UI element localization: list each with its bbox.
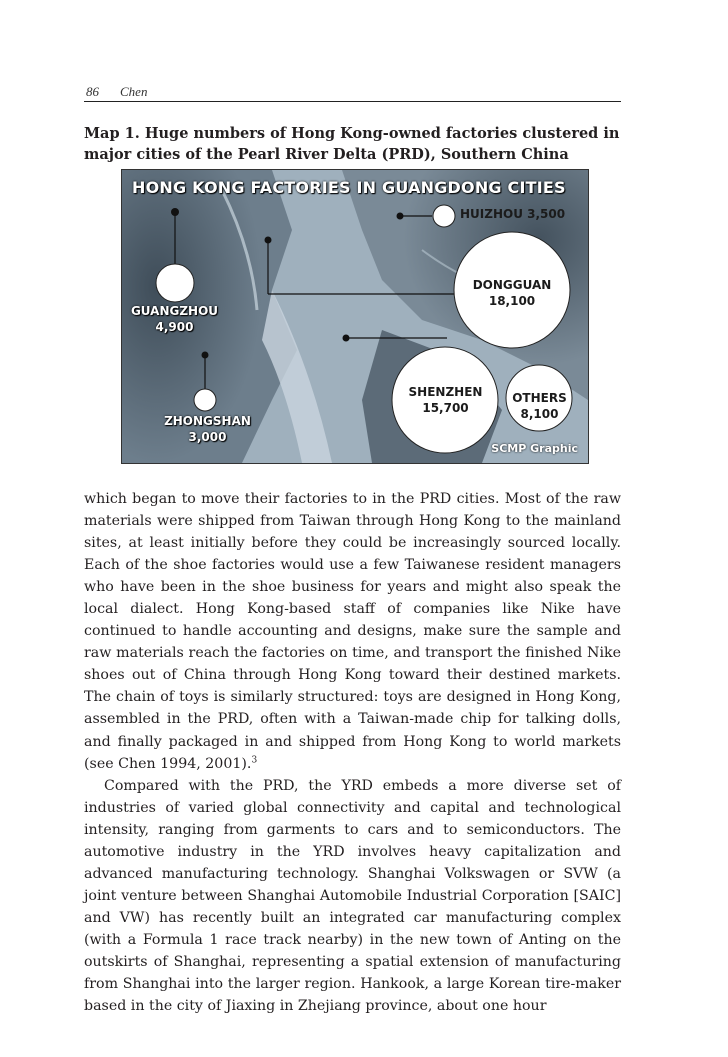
paragraph: Compared with the PRD, the YRD embeds a more diverse set of industries of varied global connectivity and capital and technological intensity, ranging from garments to cars and to semiconductors. The automotive industry in the YRD involves heavy capitalization and advanced manufacturing technology. Shanghai Volkswagen or SVW (a joint venture between Shanghai Automobile Industrial Corporation [SAIC] and VW) has recently built an integrated car manufacturing complex (with a Formula 1 race track nearby) in the new town of Anting on the outskirts of Shanghai, representing a spatial extension of manufacturing from Shanghai into the larger region. Hankook, a large Korean tire-maker based in the city of Jiaxing in Zhejiang province, about one hour — [84, 777, 621, 1015]
city-label-huizhou: HUIZHOU 3,500 — [460, 207, 566, 221]
city-label-dongguan: DONGGUAN 18,100 — [472, 278, 552, 308]
guangzhou-marker — [171, 208, 179, 216]
city-label-shenzhen: SHENZHEN 15,700 — [408, 385, 483, 415]
map-title: HONG KONG FACTORIES IN GUANGDONG CITIES — [132, 178, 566, 197]
running-head-author: Chen — [120, 84, 148, 99]
map-credit: SCMP Graphic — [491, 442, 578, 455]
footnote-marker: 3 — [251, 754, 258, 765]
city-label-guangzhou: GUANGZHOU 4,900 — [130, 304, 219, 334]
guangzhou-circle — [156, 264, 194, 302]
huizhou-circle — [433, 205, 455, 227]
zhongshan-circle — [194, 389, 216, 411]
map-caption: Map 1. Huge numbers of Hong Kong-owned factories clustered in major cities of the Pearl River Delta (PRD), Southern China — [84, 125, 620, 163]
running-head — [86, 84, 621, 100]
body-text — [84, 488, 621, 1017]
factories-map — [121, 169, 589, 464]
city-label-zhongshan: ZHONGSHAN 3,000 — [164, 414, 251, 444]
city-label-others: OTHERS 8,100 — [512, 391, 567, 421]
header-rule — [84, 101, 621, 102]
page-number: 86 — [86, 84, 99, 99]
paragraph: which began to move their factories to in the PRD cities. Most of the raw materials were shipped from Taiwan through Hong Kong to the mainland sites, at least initially before they could be increasingly sourced locally. Each of the shoe factories would use a few Taiwanese resident managers who have been in the shoe business for years and might also speak the local dialect. Hong Kong-based staff of companies like Nike have continued to handle accounting and designs, make sure the sample and raw materials reach the factories on time, and transport the finished Nike shoes out of China through Hong Kong toward their destined markets. The chain of toys is similarly structured: toys are designed in Hong Kong, assembled in the PRD, often with a Taiwan-made chip for talking dolls, and finally packaged in and shipped from Hong Kong to world markets (see Chen 1994, 2001).$^3$ — [84, 491, 621, 772]
